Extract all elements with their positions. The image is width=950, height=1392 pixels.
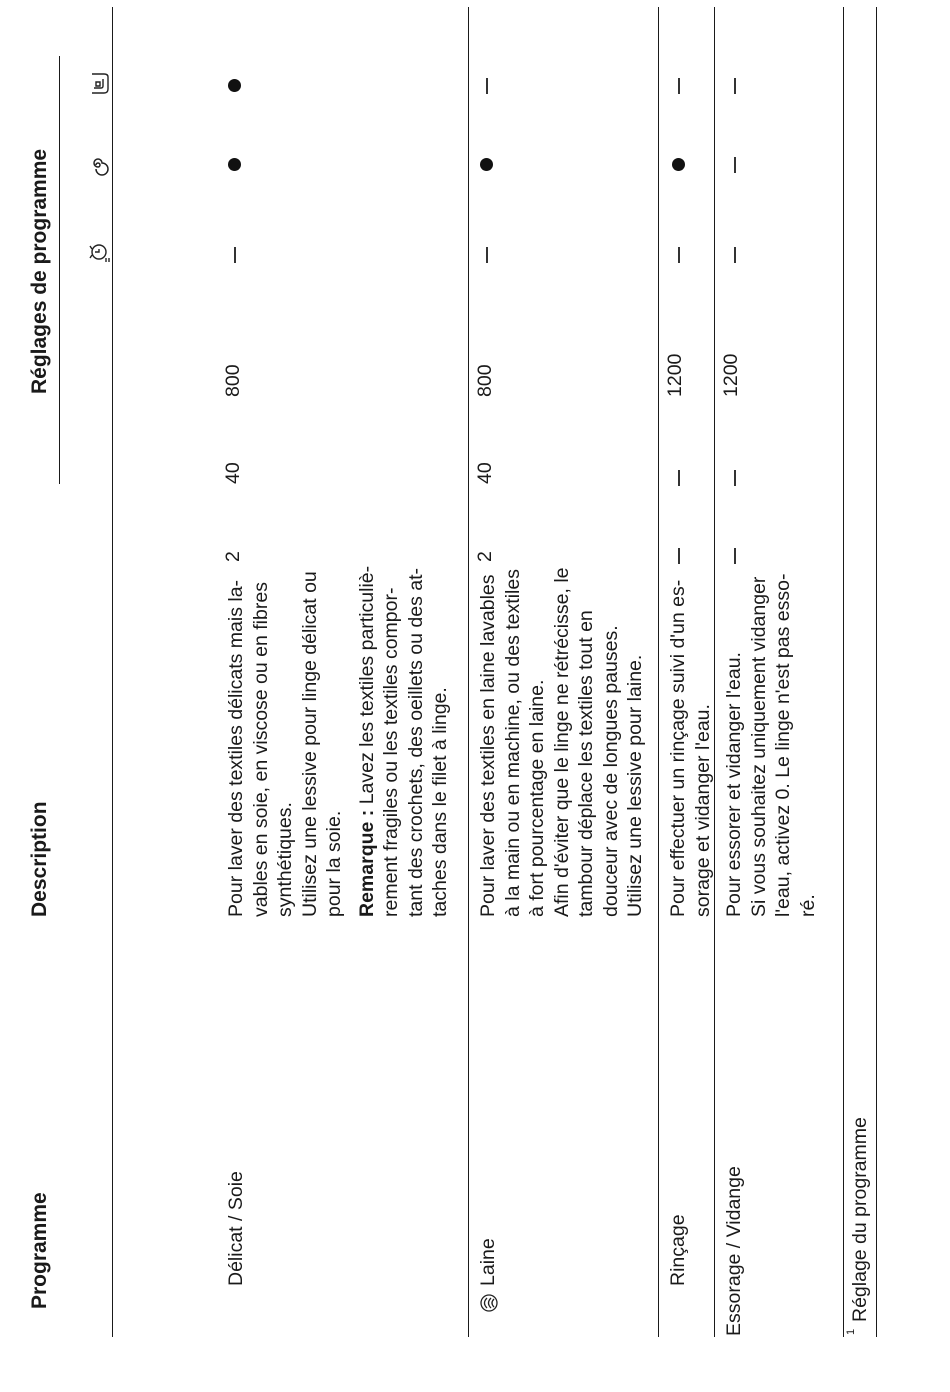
separator-header [112, 7, 113, 1337]
row3-load-dash [678, 548, 680, 564]
row4-desc-line: ré. [796, 894, 819, 917]
row2-desc-line: Pour laver des textiles en laine lavables [477, 574, 499, 917]
row1-load: 2 [222, 551, 244, 562]
row3-desc-line: Pour effectuer un rinçage suivi d'un es- [667, 579, 689, 917]
row1-description [224, 566, 453, 917]
row2-desc-line: tambour déplace les textiles tout en [575, 610, 597, 917]
row1-note-line: taches dans le filet à linge. [429, 687, 451, 917]
row2-temp: 40 [474, 462, 496, 484]
row2-spin: 800 [474, 364, 496, 397]
row2-desc-line: Afin d'éviter que le linge ne rétrécisse, le [550, 567, 573, 917]
row2-desc-line: à la main ou en machine, ou des textiles [501, 569, 524, 917]
header-settings: Réglages de programme [28, 148, 51, 394]
row4-spin: 1200 [720, 353, 742, 397]
wool-icon [478, 1292, 500, 1314]
row1-temp: 40 [222, 462, 244, 484]
detergent-icon [86, 71, 112, 97]
separator-row2 [658, 7, 659, 1337]
row1-desc-line: Pour laver des textiles délicats mais la- [225, 579, 247, 917]
row4-description [722, 574, 820, 917]
row1-desc-line: pour la soie. [323, 810, 345, 917]
footnote-marker: 1 [845, 1328, 857, 1335]
row1-note-line: rement fragiles ou les textiles compor- [380, 587, 402, 917]
footnote-text: Réglage du programme [849, 1117, 871, 1322]
row3-spin: 1200 [664, 353, 686, 397]
row4-spin-dash [734, 157, 736, 173]
row4-temp-dash [734, 470, 736, 486]
row3-delay-dash [678, 247, 680, 263]
row4-detergent-dash [734, 78, 736, 94]
separator-bottom [876, 7, 877, 1337]
row1-note-line [355, 566, 380, 917]
row4-desc-line: l'eau, activez 0. Le linge n'est pas esso- [772, 573, 794, 917]
spin-icon [86, 153, 110, 177]
row3-description [666, 580, 715, 917]
row4-desc-line: Pour essorer et vidanger l'eau. [723, 652, 745, 917]
row3-desc-line: sorage et vidanger l'eau. [691, 704, 714, 917]
separator-row4 [843, 7, 844, 1337]
header-programme: Programme [28, 1192, 51, 1309]
row2-detergent-dash [486, 78, 488, 94]
row1-spin: 800 [222, 364, 244, 397]
row2-description [476, 568, 648, 918]
row4-programme: Essorage / Vidange [723, 1166, 745, 1336]
row1-detergent-dot [228, 79, 241, 92]
row1-desc-line: synthétiques. [274, 802, 296, 917]
row3-spin-dot [672, 158, 685, 171]
row1-desc-line: Utilisez une lessive pour linge délicat ou [298, 571, 321, 917]
row1-spin-dot [228, 158, 241, 171]
separator-row1 [468, 7, 469, 1337]
row2-delay-dash [486, 247, 488, 263]
header-description: Description [28, 801, 51, 917]
row4-load-dash [734, 548, 736, 564]
row4-desc-line: Si vous souhaitez uniquement vidanger [747, 576, 770, 917]
row2-desc-line: douceur avec de longues pauses. [599, 625, 622, 917]
row3-programme: Rinçage [667, 1214, 689, 1286]
row2-programme: Laine [477, 1238, 499, 1286]
note-text: Lavez les textiles particuliè- [355, 565, 378, 810]
row2-spin-dot [480, 158, 493, 171]
row2-load: 2 [474, 551, 496, 562]
row2-desc-line: à fort pourcentage en laine. [526, 679, 548, 917]
delay-start-icon [86, 240, 110, 264]
row1-delay-dash [234, 247, 236, 263]
settings-underline [59, 56, 60, 484]
row1-programme: Délicat / Soie [225, 1171, 247, 1286]
row1-desc-line: vables en soie, en viscose ou en fibres [249, 582, 272, 917]
row2-desc-line: Utilisez une lessive pour laine. [624, 654, 646, 917]
note-label: Remarque : [355, 809, 378, 917]
row4-delay-dash [734, 247, 736, 263]
row3-temp-dash [678, 470, 680, 486]
row1-note-line: tant des crochets, des oeillets ou des at- [404, 567, 427, 917]
row3-detergent-dash [678, 78, 680, 94]
